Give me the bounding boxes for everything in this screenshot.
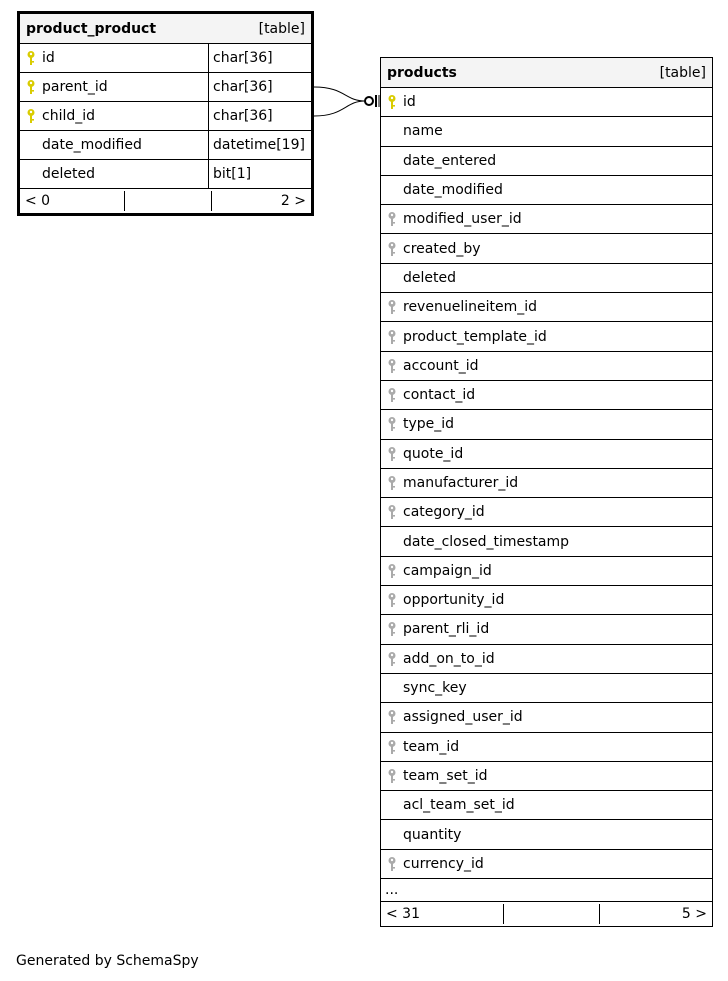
table-header: [381, 58, 712, 88]
column-row[interactable]: [20, 102, 311, 131]
column-row[interactable]: [381, 264, 712, 293]
column-name-cell: [20, 44, 209, 72]
column-name-cell: [381, 117, 712, 145]
column-row[interactable]: [381, 615, 712, 644]
foreign-key-icon: [381, 475, 403, 491]
column-row[interactable]: [381, 176, 712, 205]
column-name: deleted: [403, 269, 456, 286]
column-name-cell: [381, 147, 712, 175]
column-name: product_template_id: [403, 328, 547, 345]
column-row[interactable]: [381, 557, 712, 586]
column-name: currency_id: [403, 855, 484, 872]
table-name[interactable]: products: [387, 64, 457, 81]
column-row[interactable]: [381, 322, 712, 351]
column-name: quote_id: [403, 445, 464, 462]
column-name-cell: [381, 820, 712, 848]
column-name: name: [403, 123, 443, 140]
column-name-cell: [20, 131, 209, 159]
column-row[interactable]: [381, 469, 712, 498]
foreign-key-icon: [381, 299, 403, 315]
column-row[interactable]: [381, 645, 712, 674]
column-name: revenuelineitem_id: [403, 299, 537, 316]
column-name: date_closed_timestamp: [403, 533, 570, 550]
column-row[interactable]: [381, 733, 712, 762]
foreign-key-icon: [381, 416, 403, 432]
foreign-key-icon: [381, 856, 403, 872]
column-row[interactable]: [381, 703, 712, 732]
column-row[interactable]: [381, 527, 712, 556]
column-name-cell: [381, 762, 712, 790]
column-row[interactable]: [381, 674, 712, 703]
column-name: child_id: [42, 108, 96, 124]
column-name-cell: [20, 73, 209, 101]
column-name-cell: [381, 293, 712, 321]
column-name-cell: [381, 205, 712, 233]
foreign-key-icon: [381, 241, 403, 257]
column-name: created_by: [403, 240, 481, 257]
column-row[interactable]: [20, 44, 311, 73]
column-list: [381, 88, 712, 879]
column-row[interactable]: [381, 410, 712, 439]
column-name-cell: [20, 102, 209, 130]
column-name-cell: [381, 410, 712, 438]
column-name-cell: [381, 469, 712, 497]
column-type: char[36]: [213, 108, 273, 124]
column-name-cell: [381, 498, 712, 526]
column-name-cell: [381, 440, 712, 468]
footer-spacer: [124, 191, 212, 211]
table-footer: [381, 902, 712, 926]
parents-count[interactable]: < 0: [25, 193, 51, 209]
column-name-cell: [381, 322, 712, 350]
column-name-cell: [381, 264, 712, 292]
foreign-key-icon: [381, 358, 403, 374]
column-type: char[36]: [213, 50, 273, 66]
column-row[interactable]: [381, 498, 712, 527]
column-name: quantity: [403, 826, 462, 843]
zero-cardinality-marker: [365, 97, 373, 105]
column-name: assigned_user_id: [403, 709, 523, 726]
column-row[interactable]: [381, 88, 712, 117]
column-name: type_id: [403, 416, 455, 433]
column-name: date_entered: [403, 152, 497, 169]
column-name-cell: [381, 674, 712, 702]
column-name: opportunity_id: [403, 592, 505, 609]
column-row[interactable]: [381, 440, 712, 469]
column-row[interactable]: [381, 820, 712, 849]
children-count[interactable]: 2 >: [280, 193, 306, 209]
products-table[interactable]: [380, 57, 713, 927]
column-name: id: [42, 50, 55, 66]
column-row[interactable]: [381, 850, 712, 879]
primary-key-icon: [20, 79, 42, 95]
column-row[interactable]: [381, 234, 712, 263]
column-row[interactable]: [381, 293, 712, 322]
foreign-key-icon: [381, 768, 403, 784]
column-name-cell: [381, 88, 712, 116]
column-name-cell: [381, 176, 712, 204]
column-name: campaign_id: [403, 562, 492, 579]
column-row[interactable]: [381, 791, 712, 820]
column-row[interactable]: [381, 205, 712, 234]
column-name: team_id: [403, 738, 460, 755]
column-name: modified_user_id: [403, 211, 522, 228]
product-product-table[interactable]: [17, 11, 314, 216]
column-row[interactable]: [381, 586, 712, 615]
column-row[interactable]: [381, 117, 712, 146]
column-name: date_modified: [42, 137, 142, 153]
primary-key-icon: [20, 50, 42, 66]
column-name: account_id: [403, 357, 479, 374]
foreign-key-icon: [381, 387, 403, 403]
column-name: manufacturer_id: [403, 475, 519, 491]
generated-by-caption: Generated by SchemaSpy: [16, 953, 199, 969]
column-name-cell: [381, 527, 712, 555]
table-footer: [20, 189, 311, 213]
foreign-key-icon: [381, 446, 403, 462]
column-name-cell: [381, 791, 712, 819]
column-name-cell: [381, 381, 712, 409]
children-count[interactable]: 5 >: [681, 906, 707, 923]
column-row[interactable]: [381, 762, 712, 791]
column-name-cell: [381, 586, 712, 614]
table-name[interactable]: product_product: [26, 20, 157, 37]
primary-key-icon: [381, 94, 403, 110]
foreign-key-icon: [381, 211, 403, 227]
column-type: bit[1]: [213, 166, 252, 182]
column-name: acl_team_set_id: [403, 797, 515, 814]
column-name: contact_id: [403, 387, 476, 404]
column-name: id: [403, 94, 416, 111]
column-name-cell: [381, 234, 712, 262]
column-name-cell: [381, 733, 712, 761]
column-row[interactable]: [381, 352, 712, 381]
column-name: date_modified: [403, 182, 503, 199]
column-name: sync_key: [403, 680, 467, 697]
relationship-line-child-id: [314, 101, 365, 116]
column-type: char[36]: [213, 79, 273, 95]
column-name-cell: [381, 615, 712, 643]
more-columns-ellipsis: ...: [381, 879, 712, 902]
column-name-cell: [20, 160, 209, 188]
column-name-cell: [381, 703, 712, 731]
column-name-cell: [381, 557, 712, 585]
column-name-cell: [381, 850, 712, 878]
column-row[interactable]: [20, 131, 311, 160]
foreign-key-icon: [381, 329, 403, 345]
foreign-key-icon: [381, 563, 403, 579]
column-name: deleted: [42, 166, 95, 182]
foreign-key-icon: [381, 592, 403, 608]
column-name-cell: [381, 352, 712, 380]
column-name-cell: [381, 645, 712, 673]
column-row[interactable]: [381, 381, 712, 410]
footer-spacer: [503, 904, 600, 924]
table-kind: [table]: [659, 64, 706, 81]
table-kind: [table]: [258, 20, 305, 37]
foreign-key-icon: [381, 709, 403, 725]
column-name: parent_rli_id: [403, 621, 490, 638]
column-row[interactable]: [20, 73, 311, 102]
relationship-line-parent-id: [314, 87, 365, 101]
column-name: parent_id: [42, 79, 108, 95]
primary-key-icon: [20, 108, 42, 124]
column-list: [20, 44, 311, 189]
column-type: datetime[19]: [213, 137, 305, 153]
foreign-key-icon: [381, 651, 403, 667]
foreign-key-icon: [381, 621, 403, 637]
column-row[interactable]: [381, 147, 712, 176]
foreign-key-icon: [381, 739, 403, 755]
column-name: add_on_to_id: [403, 650, 495, 667]
table-header: [20, 14, 311, 44]
column-name: team_set_id: [403, 767, 488, 784]
foreign-key-icon: [381, 504, 403, 520]
column-row[interactable]: [20, 160, 311, 189]
column-name: category_id: [403, 504, 485, 521]
parents-count[interactable]: < 31: [386, 906, 420, 923]
